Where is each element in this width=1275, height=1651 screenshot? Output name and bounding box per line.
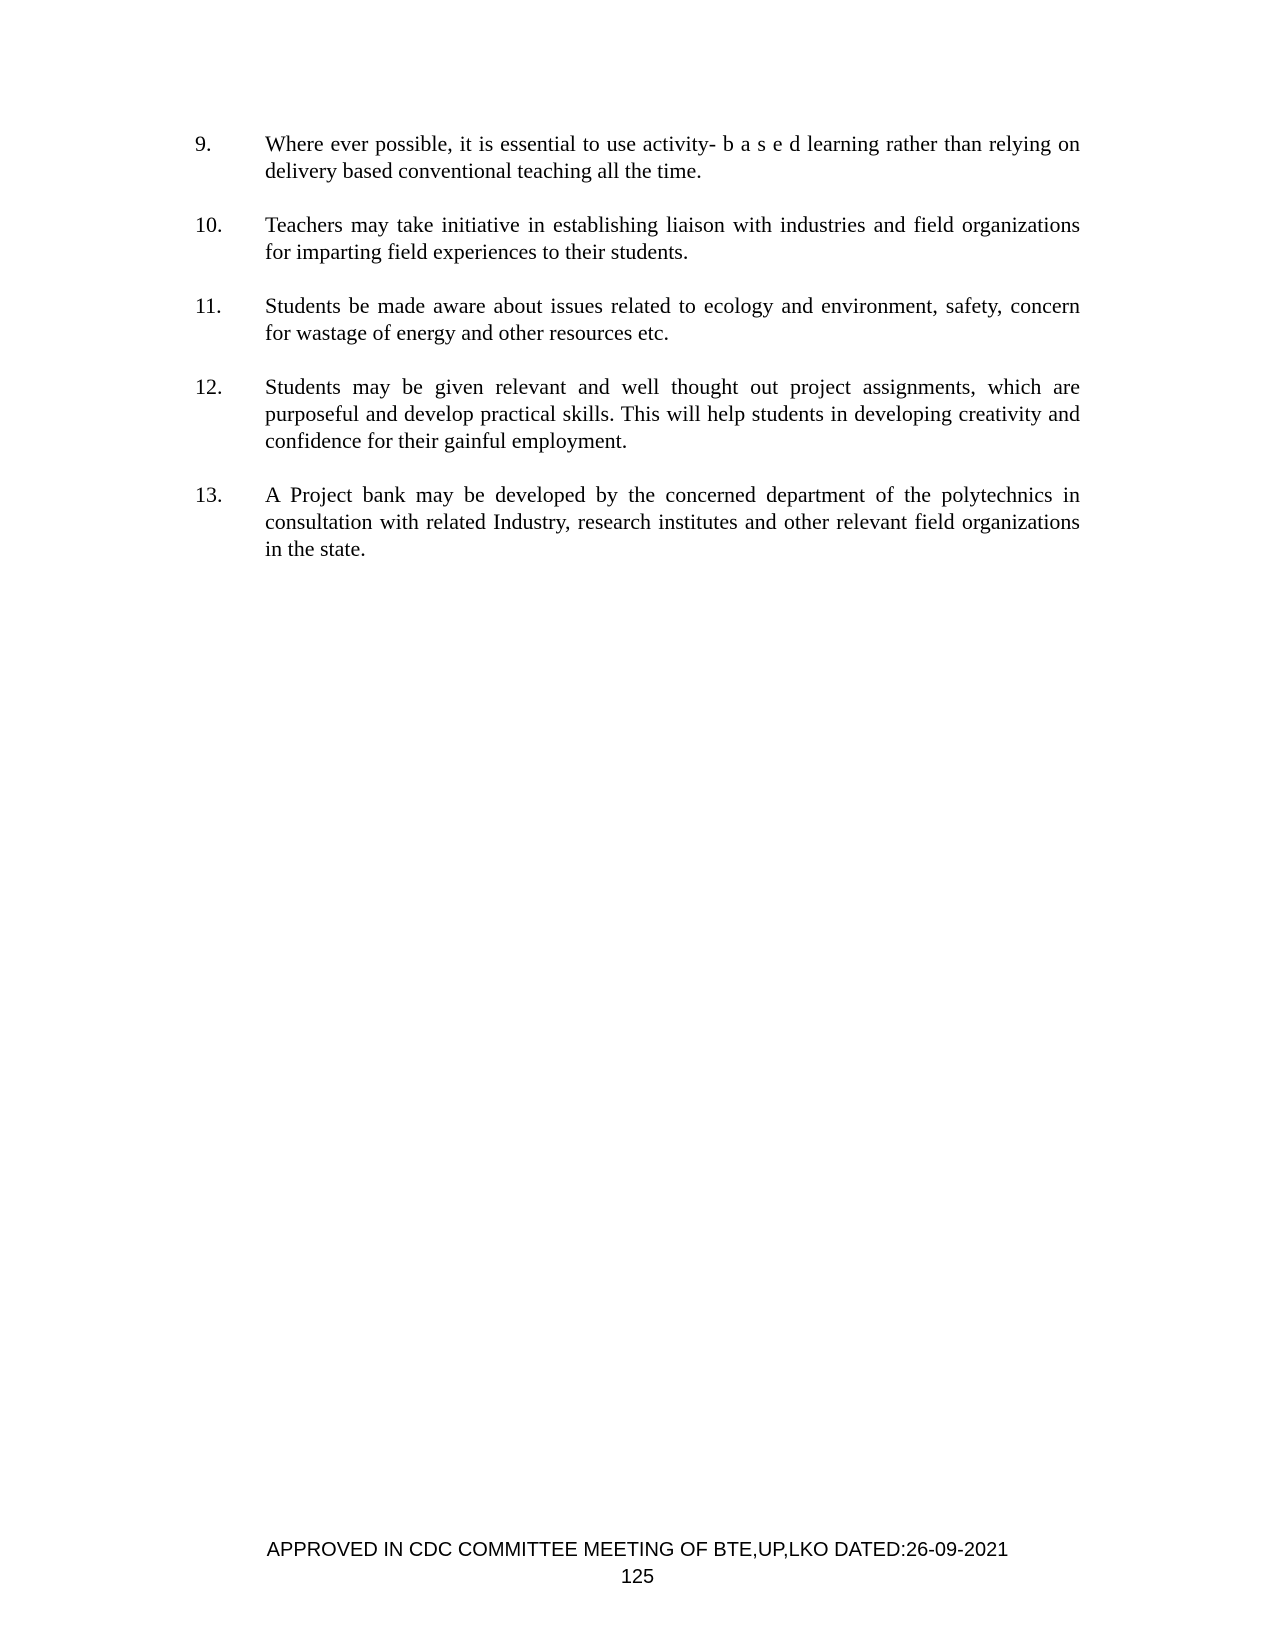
list-item-number: 11. xyxy=(195,293,222,318)
list-item-text: A Project bank may be developed by the concerned department of the polytechnics in consultation with related Industry, research institutes and other relevant field organizations in the state. xyxy=(265,482,1080,561)
list-item xyxy=(195,292,1080,346)
list-item-text: Teachers may take initiative in establishing liaison with industries and field organizations for imparting field experiences to their students. xyxy=(265,212,1080,264)
footer-approval-text: APPROVED IN CDC COMMITTEE MEETING OF BTE,UP,LKO DATED:26-09-2021 xyxy=(266,1539,1009,1561)
list-item xyxy=(195,211,1080,265)
list-item xyxy=(195,373,1080,454)
list-item-number: 10. xyxy=(195,212,223,237)
list-item-number: 12. xyxy=(195,374,223,399)
list-item xyxy=(195,481,1080,562)
list-item-text: Students be made aware about issues related to ecology and environment, safety, concern for wastage of energy and other resources etc. xyxy=(265,293,1080,345)
list-item-number: 13. xyxy=(195,482,223,507)
list-item-text: Students may be given relevant and well thought out project assignments, which are purposeful and develop practical skills. This will help students in developing creativity and confidence for their gainful employment. xyxy=(265,374,1080,453)
page-number: 125 xyxy=(620,1566,655,1588)
list-item xyxy=(195,130,1080,184)
list-item-number: 9. xyxy=(195,131,212,156)
list-item-text: Where ever possible, it is essential to use activity- b a s e d learning rather than relying on delivery based conventional teaching all the time. xyxy=(265,131,1080,183)
guidelines-list xyxy=(195,130,1080,589)
